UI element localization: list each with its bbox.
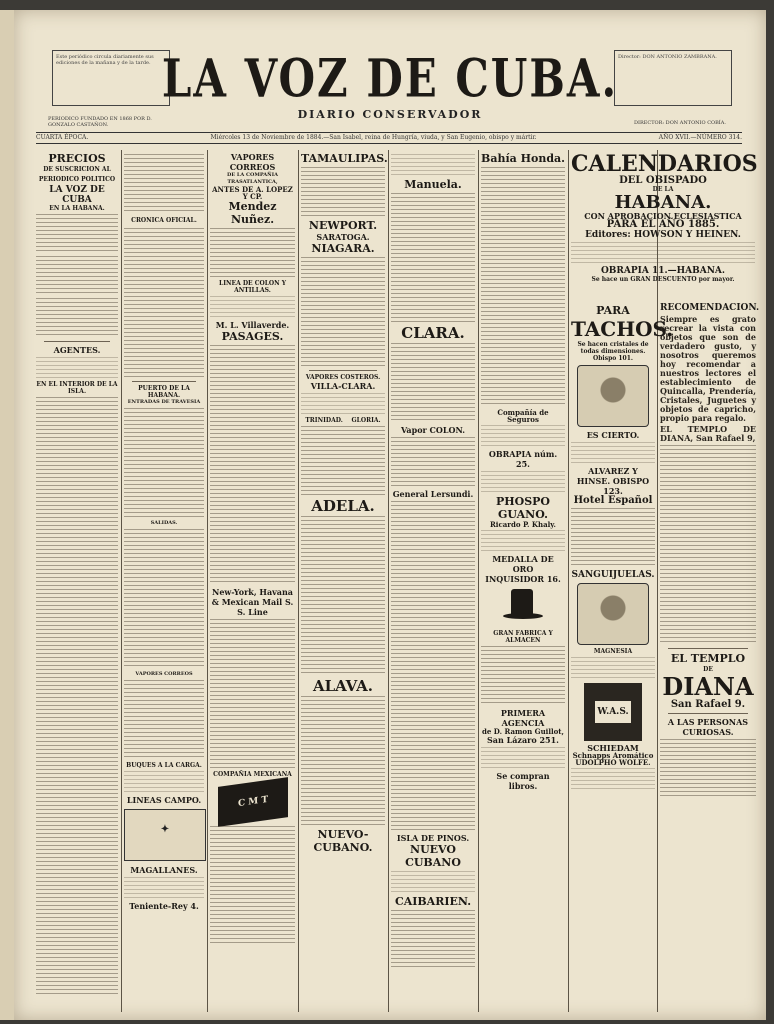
portrait-icon xyxy=(577,583,649,645)
san-lazaro-address: San Lázaro 251. xyxy=(487,735,559,745)
gloria-label: GLORIA. xyxy=(351,417,381,424)
inquisidor-address: INQUISIDOR 16. xyxy=(485,574,561,584)
text-block xyxy=(210,619,295,769)
text-block xyxy=(571,657,655,679)
year-line: PARA EL AÑO 1885. xyxy=(606,219,720,230)
text-block xyxy=(36,357,118,379)
newspaper-subtitle: DIARIO CONSERVADOR xyxy=(297,108,483,121)
agentes-subheading: EN EL INTERIOR DE LA ISLA. xyxy=(36,381,118,395)
column-rule xyxy=(388,150,389,1012)
cristales-line: Se hacen cristales de todas dimensiones. Obispo 101. xyxy=(577,341,649,362)
del-obispado: DEL OBISPADO xyxy=(619,175,707,186)
column-rule xyxy=(568,150,569,1012)
text-block xyxy=(36,298,118,338)
text-block xyxy=(391,343,475,423)
cmt-flag-icon: C M T xyxy=(218,777,288,827)
text-block xyxy=(301,516,385,676)
niagara-heading: NIAGARA. xyxy=(311,242,375,255)
a-las-personas-heading: A LAS PERSONAS CURIOSAS. xyxy=(667,717,749,737)
departures-list xyxy=(124,529,204,669)
epoch-label: CUARTA ÉPOCA. xyxy=(36,134,89,141)
pasages-heading: PASAGES. xyxy=(221,330,284,343)
caibarien-heading: CAIBARIEN. xyxy=(394,895,472,908)
cronica-heading: CRONICA OFICIAL. xyxy=(131,217,197,224)
text-block xyxy=(124,877,204,899)
column-5 xyxy=(391,152,475,1012)
column-1 xyxy=(36,152,118,1012)
habana-heading: HABANA. xyxy=(614,192,712,213)
column-4 xyxy=(301,152,388,1012)
trasatlantica-line: DE LA COMPAÑIA TRASATLANTICA, xyxy=(227,172,278,185)
text-block xyxy=(391,910,475,970)
vapores-costeros-heading: VAPORES COSTEROS. xyxy=(305,374,381,381)
phospo-heading: PHOSPO GUANO. xyxy=(495,495,551,521)
tachos-heading: TACHOS. xyxy=(571,317,674,341)
editores-line: Editores: HOWSON Y HEINEN. xyxy=(585,230,741,240)
alava-heading: ALAVA. xyxy=(312,677,374,695)
text-block xyxy=(391,154,475,176)
khaly-label: Ricardo P. Khaly. xyxy=(489,520,556,529)
obrapia-25: OBRAPIA núm. 25. xyxy=(488,449,558,469)
text-block xyxy=(36,256,118,296)
text-block xyxy=(301,167,385,217)
text-block xyxy=(481,167,565,407)
text-block xyxy=(301,393,385,415)
en-la-habana: EN LA HABANA. xyxy=(49,205,105,212)
column-2 xyxy=(124,152,204,1012)
column-3 xyxy=(210,152,295,1012)
clara-heading: CLARA. xyxy=(401,324,465,342)
column-7 xyxy=(571,304,674,1014)
top-rule xyxy=(36,132,742,133)
text-block xyxy=(36,214,118,254)
ny-havana-heading: New-York, Havana & Mexican Mail S. S. Line xyxy=(211,587,294,617)
illustration-icon xyxy=(577,365,649,427)
isla-de-pinos-heading: ISLA DE PINOS. xyxy=(396,833,470,843)
text-block xyxy=(481,747,565,769)
column-8 xyxy=(660,303,760,1014)
dateline: Miércoles 13 de Noviembre de 1884.—San Isabel, reina de Hungría, viuda, y San Eugenio, obispo y mártir. xyxy=(210,134,537,141)
calendarios-heading: CALENDARIOS xyxy=(571,151,758,177)
column-rule xyxy=(478,150,479,1012)
precios-heading: PRECIOS xyxy=(48,152,106,165)
templo-de-text: EL TEMPLO DE DIANA, San Rafael 9, xyxy=(660,424,756,443)
text-block xyxy=(571,508,655,568)
binding-gutter xyxy=(0,10,15,1020)
newspaper-title: LA VOZ DE CUBA. xyxy=(161,47,619,110)
obrapia-line: OBRAPIA 11.—HABANA. xyxy=(600,266,726,276)
buques-heading: BUQUES A LA CARGA. xyxy=(126,762,202,769)
ramon-guillot-label: de D. Ramon Guillot, xyxy=(482,727,564,736)
text-block xyxy=(391,501,475,831)
paper-name-heading: LA VOZ DE CUBA xyxy=(49,185,105,205)
se-compran-heading: Se compran libros. xyxy=(496,771,550,791)
nuevo-cubano-heading: NUEVO-CUBANO. xyxy=(313,828,373,854)
column-rule xyxy=(298,150,299,1012)
separator xyxy=(668,648,748,649)
medalla-heading: MEDALLA DE ORO xyxy=(492,554,554,574)
linea-heading: LINEA DE COLON Y ANTILLAS. xyxy=(219,280,286,294)
agentes-heading: AGENTES. xyxy=(53,345,101,355)
text-block xyxy=(210,826,295,946)
text-block xyxy=(301,426,385,496)
primera-agencia-heading: PRIMERA AGENCIA xyxy=(500,708,546,728)
separator xyxy=(668,713,748,714)
diana-heading: DIANA xyxy=(662,672,754,701)
dateline-rule xyxy=(36,143,742,144)
director-note: DIRECTOR: DON ANTONIO COBÍA. xyxy=(633,120,726,126)
el-templo-heading: EL TEMPLO xyxy=(670,652,746,665)
text-block xyxy=(391,871,475,893)
ship-names-row xyxy=(301,417,385,424)
entradas-heading: ENTRADAS DE TRAVESIA xyxy=(127,399,201,405)
masthead xyxy=(40,47,740,121)
gran-fabrica-heading: GRAN FABRICA Y ALMACEN xyxy=(493,630,553,644)
bahia-honda-heading: Bahía Honda. xyxy=(481,152,565,165)
text-block xyxy=(660,445,756,645)
right-ear-box: Director: DON ANTONIO ZAMBRANA. xyxy=(614,50,732,106)
compania-mexicana-heading: COMPAÑIA MEXICANA xyxy=(213,771,292,778)
lersundi-heading: General Lersundi. xyxy=(392,489,474,499)
text-block xyxy=(571,768,655,790)
salidas-heading: SALIDAS. xyxy=(150,520,178,526)
de-label: DE xyxy=(703,666,713,673)
san-rafael-heading: San Rafael 9. xyxy=(670,699,746,710)
schedule-table xyxy=(301,257,385,367)
puerto-heading: PUERTO DE LA HABANA. xyxy=(138,385,190,399)
nuevo-cubano-heading-2: NUEVO CUBANO xyxy=(405,843,461,869)
recomendacion-heading: RECOMENDACION. xyxy=(660,303,760,313)
text-block xyxy=(481,471,565,493)
mendez-heading: Mendez Nuñez. xyxy=(228,200,277,226)
text-block xyxy=(124,154,204,214)
was-seal-icon xyxy=(584,683,642,741)
text-block xyxy=(571,442,655,464)
hotel-heading: Hotel Español xyxy=(573,495,653,506)
column-rule xyxy=(121,150,122,1012)
was-label: W.A.S. xyxy=(595,701,631,723)
newspaper-page xyxy=(14,10,766,1020)
schnapps-heading: Schnapps Aromático xyxy=(572,751,654,760)
separator xyxy=(132,381,196,382)
column-6 xyxy=(481,152,565,1012)
text-block xyxy=(210,296,295,318)
compania-seguros-heading: Compañía de Seguros xyxy=(497,408,549,424)
precios-subheading: DE SUSCRICION AL PERIODICO POLITICO xyxy=(38,166,116,183)
agent-list xyxy=(36,397,118,997)
text-block xyxy=(481,646,565,706)
vapores-correos-heading: VAPORES CORREOS xyxy=(229,152,276,172)
separator xyxy=(44,341,110,342)
text-block xyxy=(210,345,295,585)
aprobacion-line: CON APROBACION ECLESIASTICA xyxy=(584,211,742,221)
para-heading: PARA xyxy=(596,304,630,317)
recomendacion-text: Siempre es grato recrear la vista con objetos que son de verdadero gusto, y nosotros queremos hoy recomendar a nuestros lectores el establecimiento de Quincalla, Prendería, Cristales, Juguetes y objetos de capricho, propio para regalo. xyxy=(660,314,756,423)
text-block xyxy=(124,771,204,793)
colon-heading: Vapor COLON. xyxy=(400,425,466,435)
text-block xyxy=(210,228,295,278)
teniente-address: Teniente-Rey 4. xyxy=(129,901,199,911)
steamers-list xyxy=(124,680,204,760)
antes-line: ANTES DE A. LOPEZ Y CP. xyxy=(212,185,293,201)
newport-heading: NEWPORT. xyxy=(308,219,378,232)
descuento-line: Se hace un GRAN DESCUENTO por mayor. xyxy=(591,276,735,283)
vapores-heading: VAPORES CORREOS xyxy=(135,671,193,677)
top-hat-icon xyxy=(503,587,543,627)
alvarez-heading: ALVAREZ Y HINSE. OBISPO 123. xyxy=(576,466,650,496)
sanguijuelas-heading: SANGUIJUELAS. xyxy=(571,570,655,580)
text-block xyxy=(391,193,475,323)
tamaulipas-heading: TAMAULIPAS. xyxy=(301,152,388,165)
lineas-campo-heading: LINEAS CAMPO. xyxy=(126,795,202,805)
flag-emblem-icon: ✦ xyxy=(124,809,206,861)
magnesia-label: MAGNESIA xyxy=(593,648,633,655)
text-block xyxy=(481,425,565,447)
text-block xyxy=(391,437,475,487)
schiedam-heading: SCHIEDAM xyxy=(587,743,639,753)
founding-note: PERIODICO FUNDADO EN 1868 POR D. GONZALO CASTAÑON. xyxy=(48,116,152,128)
saratoga-heading: SARATOGA. xyxy=(316,232,370,242)
wolfe-heading: UDOLPHO WOLFE. xyxy=(575,758,651,767)
adela-heading: ADELA. xyxy=(311,497,375,515)
de-la: DE LA xyxy=(652,186,674,193)
dateline-row xyxy=(36,134,742,141)
text-block xyxy=(660,739,756,799)
text-block xyxy=(571,242,755,264)
left-ear-box: Este periódico circula diariamente sus ediciones de la mañana y de la tarde. xyxy=(52,50,170,106)
trinidad-label: TRINIDAD. xyxy=(305,417,343,424)
text-block xyxy=(481,530,565,552)
text-block xyxy=(301,696,385,826)
column-rule xyxy=(207,150,208,1012)
villaverde-heading: M. L. Villaverde. xyxy=(215,320,290,330)
text-block xyxy=(124,228,204,378)
issue-number: AÑO XVII.—NÚMERO 314. xyxy=(658,134,742,141)
arrivals-list xyxy=(124,408,204,518)
magallanes-heading: MAGALLANES. xyxy=(130,865,198,875)
villa-clara-heading: VILLA-CLARA. xyxy=(310,381,376,391)
es-cierto-heading: ES CIERTO. xyxy=(586,430,640,440)
manuela-heading: Manuela. xyxy=(404,178,462,191)
separator xyxy=(309,370,377,371)
